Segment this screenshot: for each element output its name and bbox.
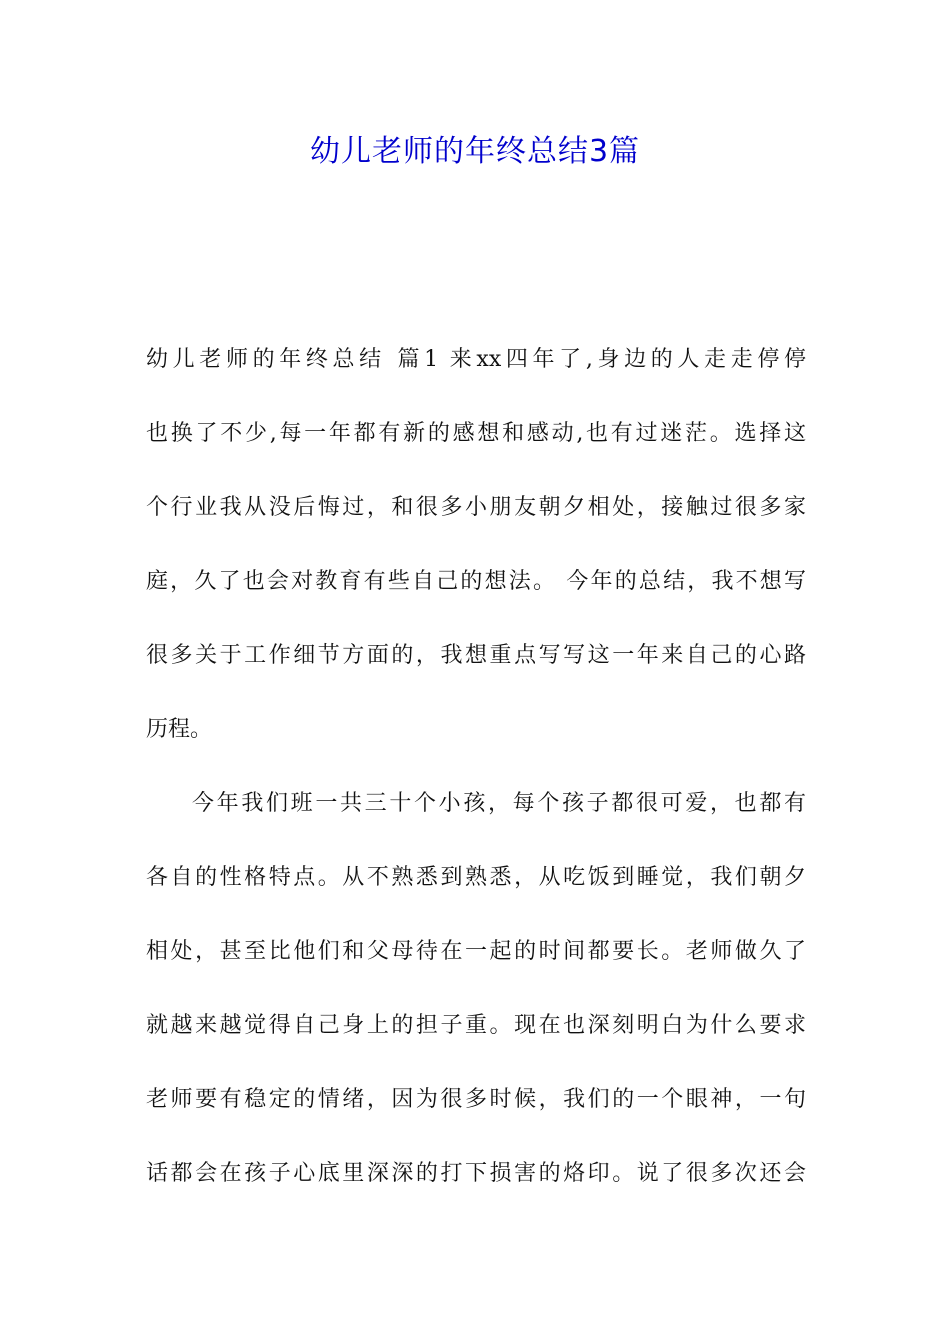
text-line: 今年我们班一共三十个小孩，每个孩子都很可爱，也都有 xyxy=(192,791,806,816)
text-line: 也换了不少,每一年都有新的感想和感动,也有过迷茫。选择这 xyxy=(146,421,806,446)
text-line: 幼儿老师的年终总结 篇1 来xx四年了,身边的人走走停停 xyxy=(146,347,806,372)
document-title: 幼儿老师的年终总结3篇 xyxy=(309,134,641,169)
text-line: 各自的性格特点。从不熟悉到熟悉，从吃饭到睡觉，我们朝夕 xyxy=(146,865,806,890)
document-body xyxy=(146,340,806,1228)
text-line: 庭，久了也会对教育有些自己的想法。 今年的总结，我不想写 xyxy=(146,569,806,594)
text-line: 相处，甚至比他们和父母待在一起的时间都要长。老师做久了 xyxy=(146,939,806,964)
text-line: 个行业我从没后悔过，和很多小朋友朝夕相处，接触过很多家 xyxy=(146,495,806,520)
text-line: 老师要有稳定的情绪，因为很多时候，我们的一个眼神，一句 xyxy=(146,1087,806,1112)
text-line: 很多关于工作细节方面的，我想重点写写这一年来自己的心路 xyxy=(146,643,806,668)
text-line: 就越来越觉得自己身上的担子重。现在也深刻明白为什么要求 xyxy=(146,1013,806,1038)
text-line: 话都会在孩子心底里深深的打下损害的烙印。说了很多次还会 xyxy=(146,1161,806,1186)
text-line: 历程。 xyxy=(146,717,213,742)
